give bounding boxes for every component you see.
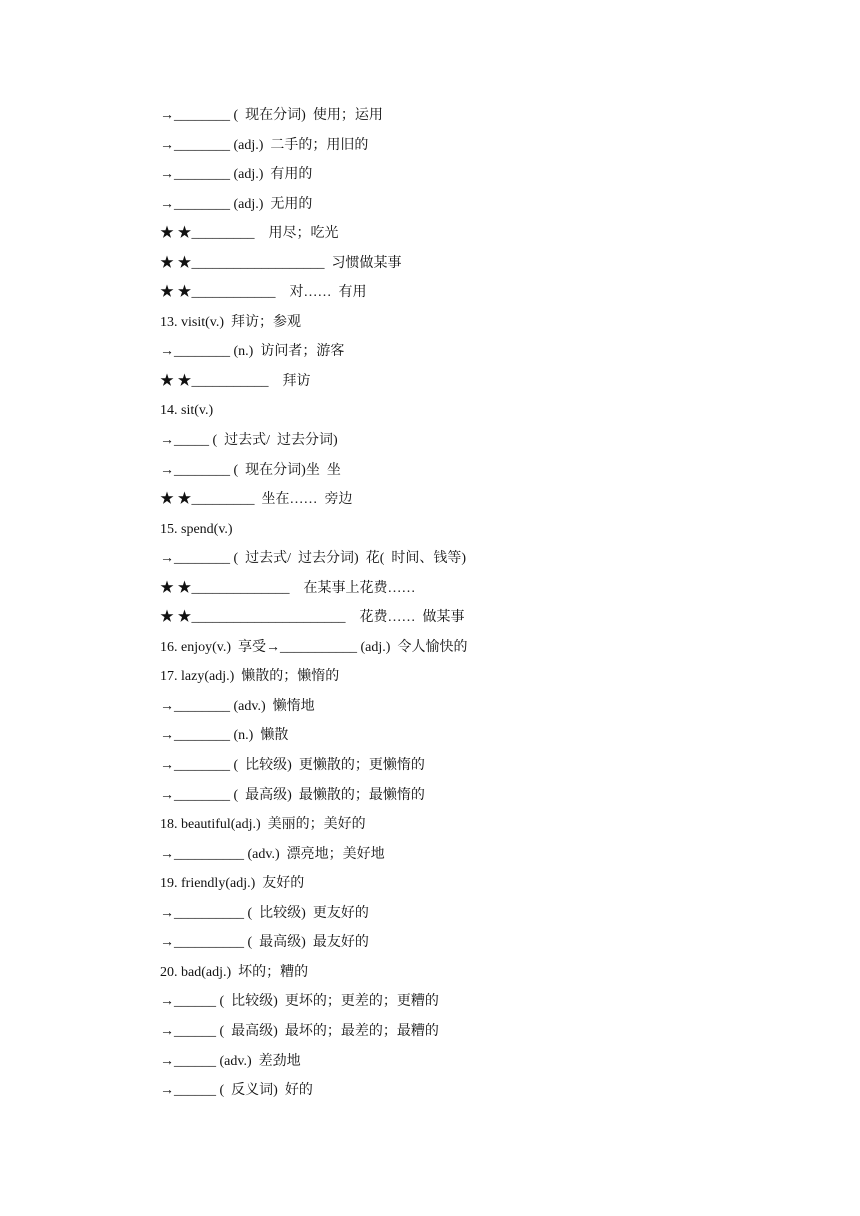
item-heading: 17. lazy(adj.) 懒散的；懒惰的 [160,669,340,685]
exercise-line: →________ ( 现在分词) 使用；运用 [160,108,383,123]
exercise-list [160,101,820,1106]
exercise-line: →_____ ( 过去式/ 过去分词) [160,433,338,449]
exercise-line: ★ ★______________________ 花费…… 做某事 [160,610,465,626]
item-heading: 16. enjoy(v.) 享受→___________ (adj.) 令人愉快的 [160,639,468,655]
exercise-line: ★ ★_________ 坐在…… 旁边 [160,492,353,508]
exercise-line: ★ ★______________ 在某事上花费…… [160,580,416,596]
item-heading: 13. visit(v.) 拜访；参观 [160,314,302,330]
item-heading: 15. spend(v.) [160,521,233,537]
exercise-line: →________ (adj.) 有用的 [160,167,313,183]
exercise-line: →________ (n.) 访问者；游客 [160,344,345,360]
exercise-line: →__________ ( 比较级) 更友好的 [160,905,369,921]
exercise-line: →__________ ( 最高级) 最友好的 [160,935,369,951]
exercise-line: →______ ( 比较级) 更坏的；更差的；更糟的 [160,994,439,1010]
exercise-line: ★ ★___________ 拜访 [160,373,311,389]
exercise-line: →________ (n.) 懒散 [160,728,289,744]
exercise-line: →______ ( 最高级) 最坏的；最差的；最糟的 [160,1023,439,1039]
exercise-line: ★ ★___________________ 习惯做某事 [160,255,402,271]
item-heading: 20. bad(adj.) 坏的；糟的 [160,964,309,980]
item-heading: 18. beautiful(adj.) 美丽的；美好的 [160,817,366,833]
exercise-line: →________ (adj.) 二手的；用旧的 [160,137,369,153]
exercise-line: →________ (adj.) 无用的 [160,196,313,212]
exercise-line: →________ ( 最高级) 最懒散的；最懒惰的 [160,787,425,803]
exercise-line: →______ (adv.) 差劲地 [160,1053,301,1069]
exercise-line: ★ ★____________ 对…… 有用 [160,285,367,301]
item-heading: 14. sit(v.) [160,403,214,419]
item-heading: 19. friendly(adj.) 友好的 [160,876,305,892]
exercise-line: →__________ (adv.) 漂亮地；美好地 [160,846,385,862]
exercise-line: →______ ( 反义词) 好的 [160,1083,313,1099]
exercise-line: →________ ( 现在分词)坐 坐 [160,462,341,478]
exercise-line: →________ ( 比较级) 更懒散的；更懒惰的 [160,758,425,774]
exercise-line: →________ ( 过去式/ 过去分词) 花( 时间、钱等) [160,551,467,567]
exercise-line: →________ (adv.) 懒惰地 [160,698,315,714]
exercise-line: ★ ★_________ 用尽；吃光 [160,226,339,242]
